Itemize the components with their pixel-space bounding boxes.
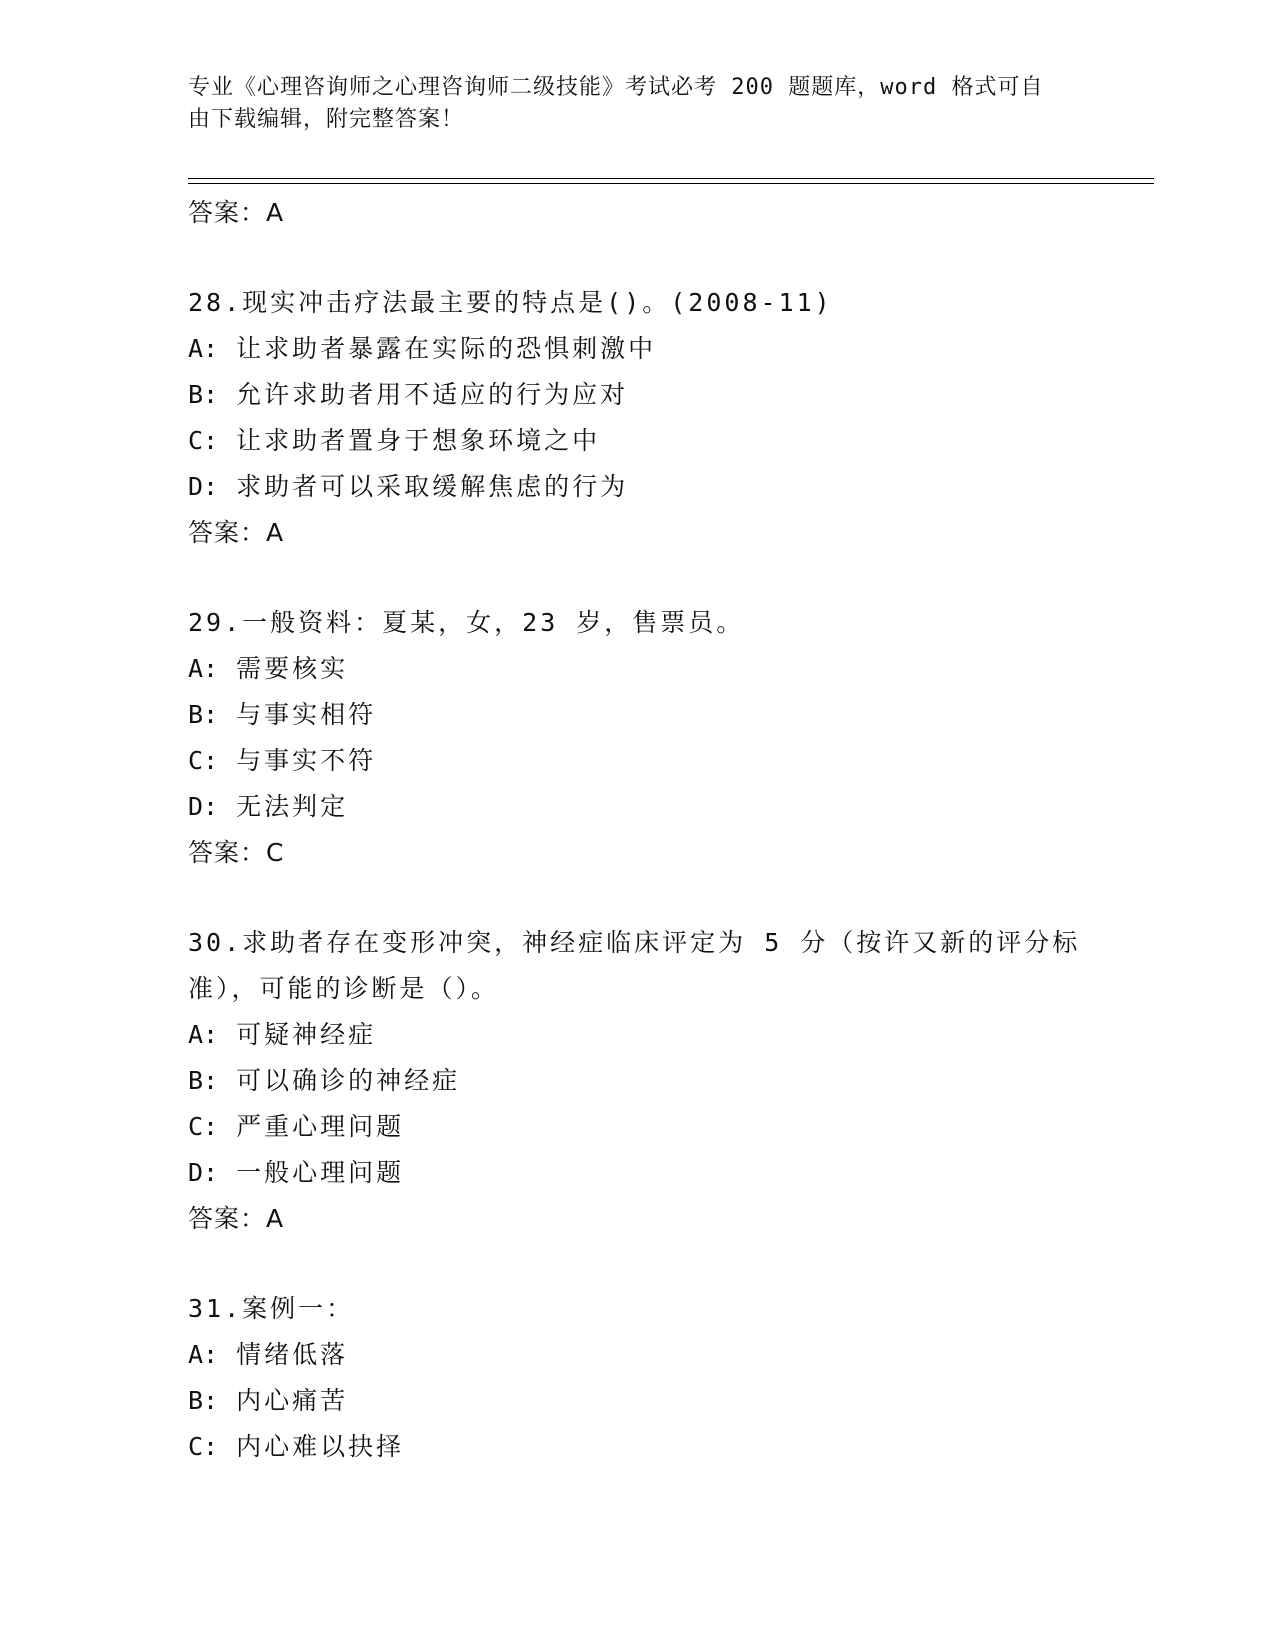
answer-line	[188, 830, 1088, 876]
option-text: 可疑神经症	[236, 1020, 377, 1049]
option-label: C:	[188, 1112, 219, 1141]
option-b	[188, 1378, 1088, 1424]
header-line-1: 专业《心理咨询师之心理咨询师二级技能》考试必考 200 题题库，word 格式可自	[188, 75, 1044, 100]
question-28	[188, 280, 1088, 556]
option-d	[188, 784, 1088, 830]
option-a	[188, 646, 1088, 692]
option-label: B:	[188, 1386, 219, 1415]
option-text: 情绪低落	[236, 1340, 349, 1369]
option-label: C:	[188, 746, 219, 775]
answer-line	[188, 1196, 1088, 1242]
answer-prefix: 答案：	[188, 518, 267, 547]
option-label: D:	[188, 1158, 219, 1187]
option-text: 严重心理问题	[236, 1112, 405, 1141]
question-29	[188, 600, 1088, 876]
option-label: B:	[188, 1066, 219, 1095]
option-text: 让求助者置身于想象环境之中	[236, 426, 601, 455]
question-stem-line-2: 准），可能的诊断是（）。	[188, 974, 500, 1003]
option-a	[188, 326, 1088, 372]
question-30	[188, 920, 1088, 1242]
option-label: C:	[188, 1432, 219, 1461]
option-label: A:	[188, 1020, 219, 1049]
question-stem: 28.现实冲击疗法最主要的特点是()。(2008-11)	[188, 288, 833, 317]
option-label: A:	[188, 334, 219, 363]
question-stem: 29.一般资料：夏某，女，23 岁，售票员。	[188, 608, 745, 637]
answer-prefix: 答案：	[188, 1204, 267, 1233]
option-a	[188, 1012, 1088, 1058]
option-text: 让求助者暴露在实际的恐惧刺激中	[236, 334, 657, 363]
option-text: 内心痛苦	[236, 1386, 349, 1415]
option-label: D:	[188, 472, 219, 501]
option-b	[188, 1058, 1088, 1104]
option-b	[188, 372, 1088, 418]
option-text: 可以确诊的神经症	[236, 1066, 461, 1095]
answer-prefix: 答案：	[188, 838, 267, 867]
question-31	[188, 1286, 1088, 1470]
question-stem: 31.案例一：	[188, 1294, 355, 1323]
option-label: C:	[188, 426, 219, 455]
option-b	[188, 692, 1088, 738]
option-text: 内心难以抉择	[236, 1432, 405, 1461]
option-d	[188, 1150, 1088, 1196]
option-label: D:	[188, 792, 219, 821]
option-label: B:	[188, 380, 219, 409]
answer-value: A	[266, 198, 285, 227]
option-text: 与事实相符	[236, 700, 377, 729]
option-text: 需要核实	[236, 654, 349, 683]
option-d	[188, 464, 1088, 510]
answer-line	[188, 190, 1088, 236]
option-c	[188, 1424, 1088, 1470]
answer-prefix: 答案：	[188, 198, 267, 227]
option-text: 一般心理问题	[236, 1158, 405, 1187]
option-label: B:	[188, 700, 219, 729]
option-c	[188, 738, 1088, 784]
option-text: 允许求助者用不适应的行为应对	[236, 380, 629, 409]
answer-value: C	[266, 838, 285, 867]
option-text: 求助者可以采取缓解焦虑的行为	[236, 472, 629, 501]
header-rule-top	[188, 178, 1154, 179]
option-label: A:	[188, 1340, 219, 1369]
question-list	[188, 190, 1088, 1470]
option-label: A:	[188, 654, 219, 683]
option-text: 与事实不符	[236, 746, 377, 775]
option-text: 无法判定	[236, 792, 349, 821]
option-c	[188, 1104, 1088, 1150]
question-stem-line-1: 30.求助者存在变形冲突，神经症临床评定为 5 分（按许又新的评分标	[188, 928, 1081, 957]
document-header	[188, 72, 1068, 136]
option-c	[188, 418, 1088, 464]
header-line-2: 由下载编辑，附完整答案！	[188, 107, 465, 132]
answer-value: A	[266, 1204, 285, 1233]
option-a	[188, 1332, 1088, 1378]
answer-line	[188, 510, 1088, 556]
header-rule-bottom	[188, 183, 1154, 184]
answer-value: A	[266, 518, 285, 547]
